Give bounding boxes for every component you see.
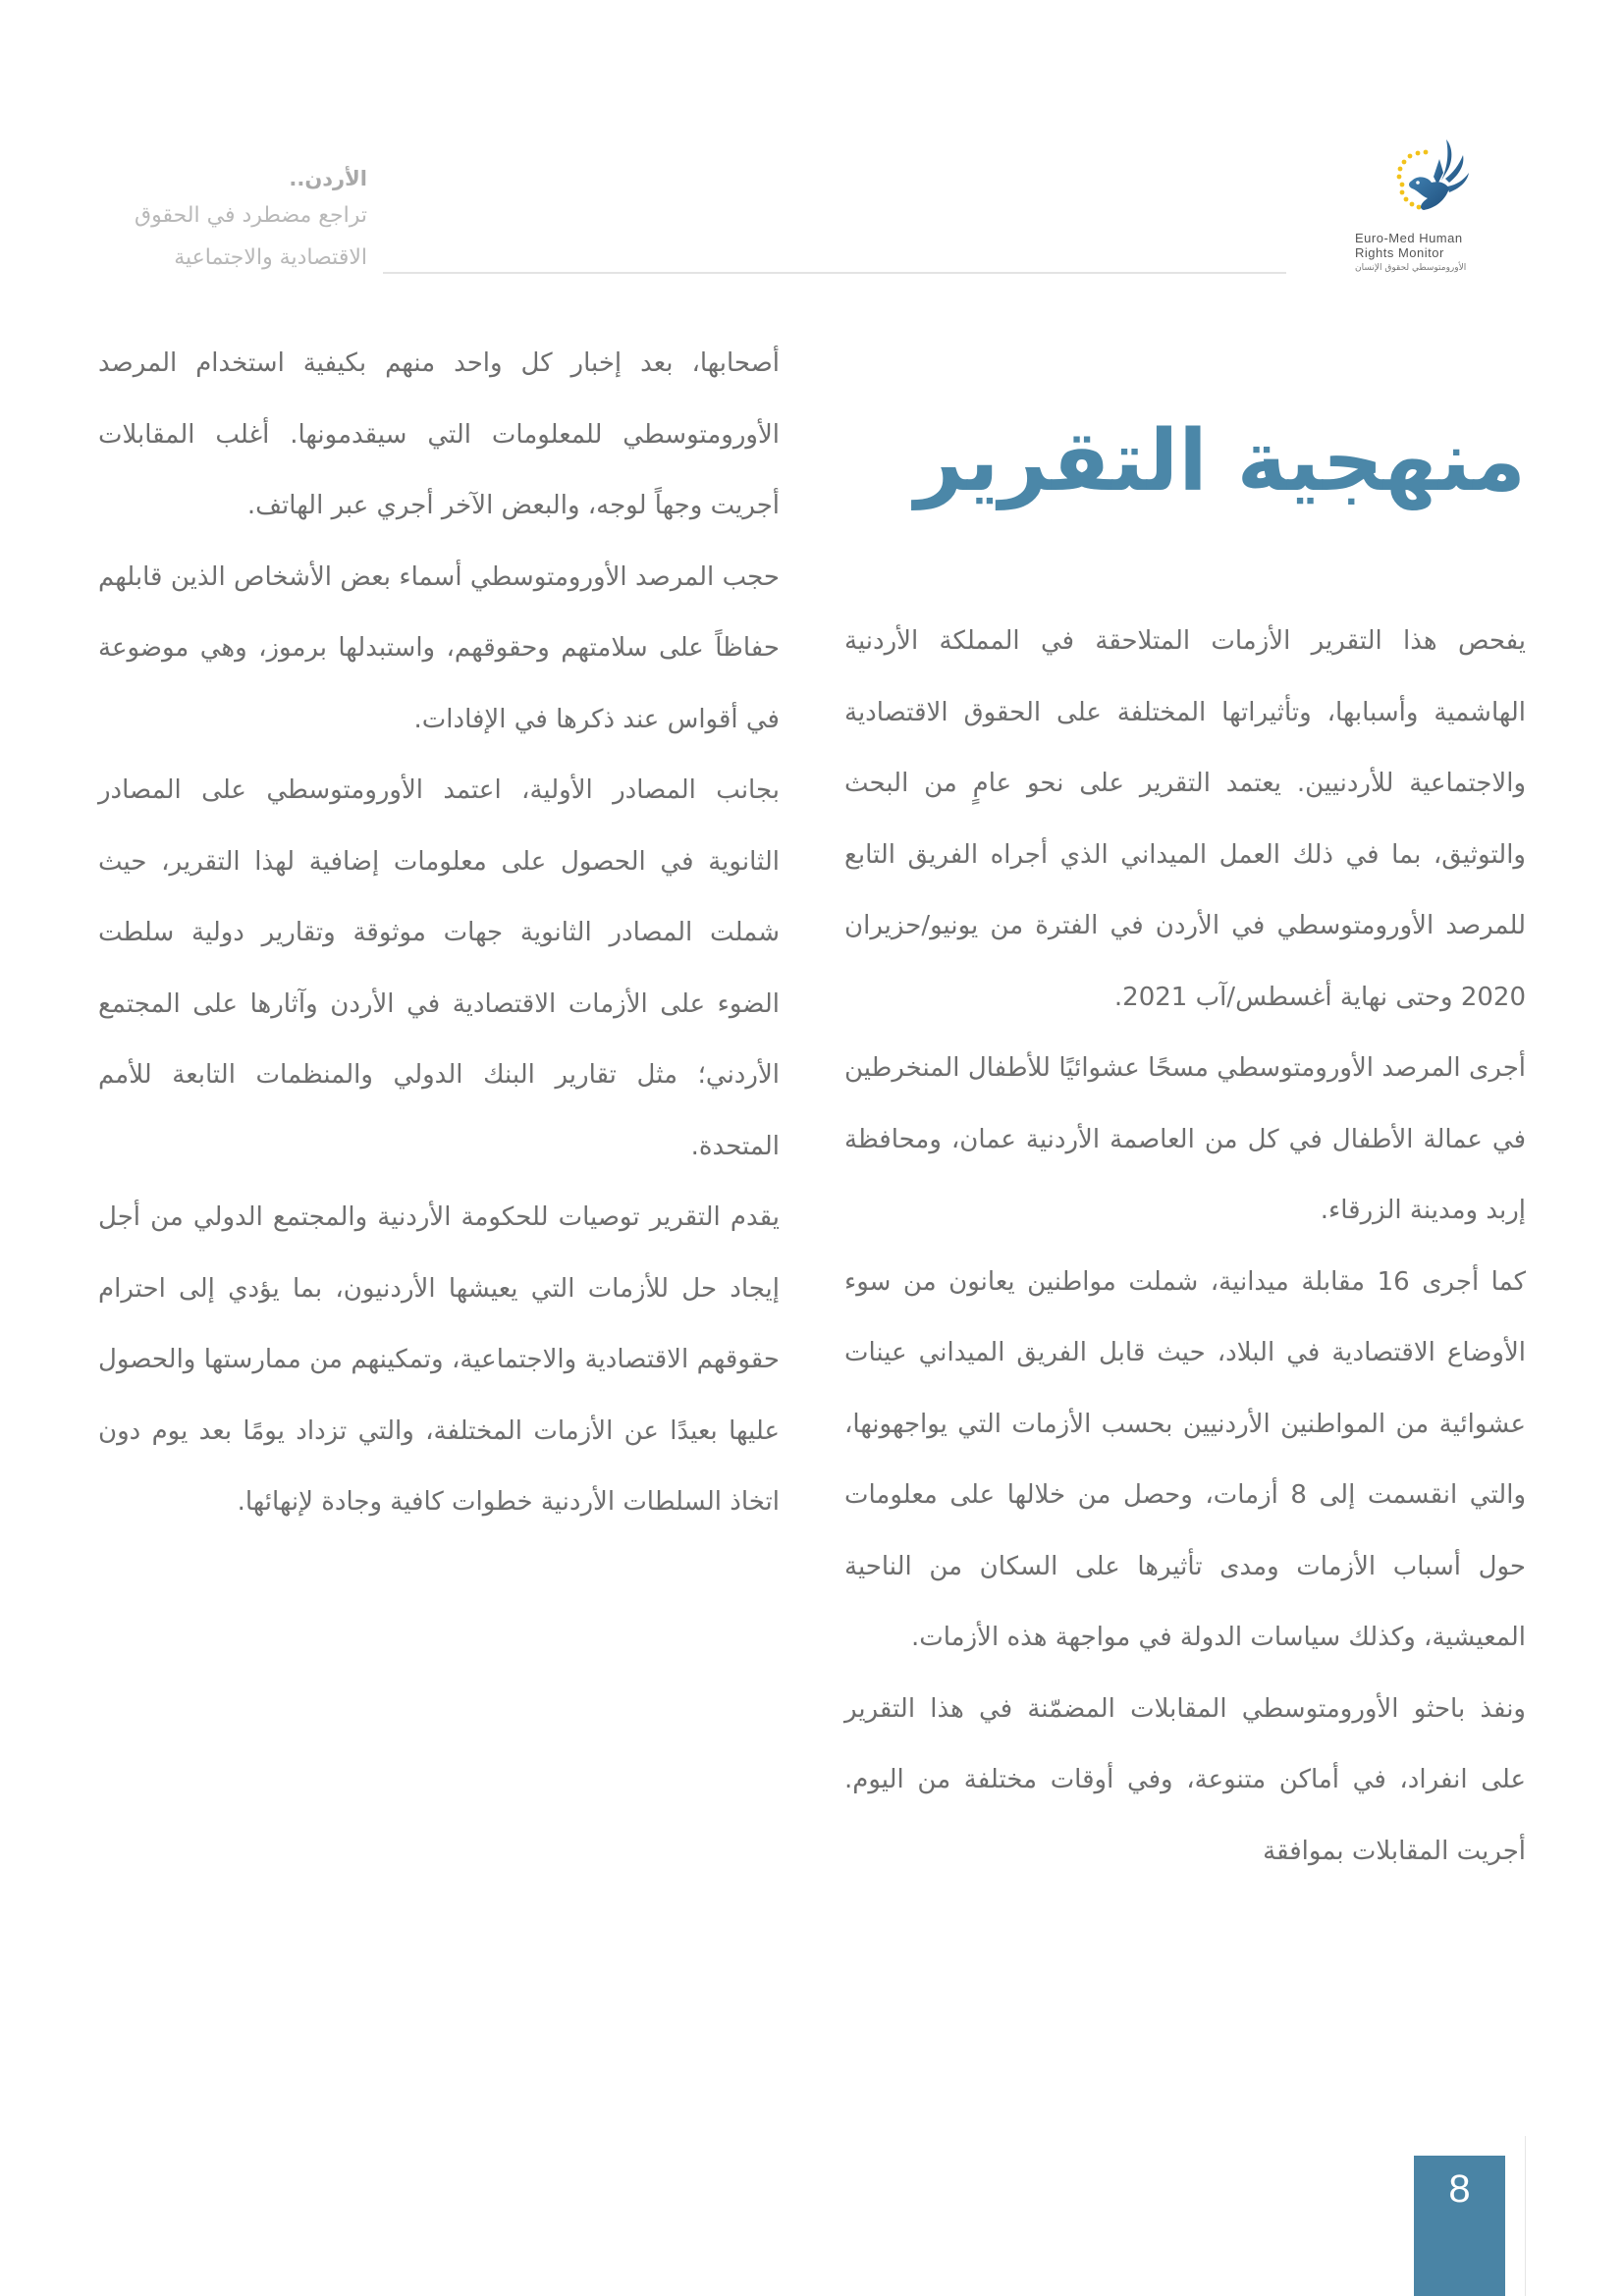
dove-hand-icon <box>1363 137 1471 228</box>
running-head-title: الأردن.. <box>289 167 367 190</box>
left-column <box>98 328 780 1538</box>
paragraph: ونفذ باحثو الأورومتوسطي المقابلات المضمّنة في هذا التقرير على انفراد، في أماكن متنوعة، وفي أوقات مختلفة من اليوم. أجريت المقابلات بموافقة <box>844 1693 1526 1866</box>
running-head <box>43 163 367 279</box>
logo-name-en-line2: Rights Monitor <box>1355 245 1444 260</box>
page-number: 8 <box>1448 2167 1471 2211</box>
right-column <box>844 606 1526 1887</box>
paragraph: يقدم التقرير توصيات للحكومة الأردنية والمجتمع الدولي من أجل إيجاد حل للأزمات التي يعيشها الأردنيون، بما يؤدي إلى احترام حقوقهم الاقتصادية والاجتماعية، وتمكينهم من ممارستها والحصول عليها بعيدًا عن الأزمات المختلفة، والتي تزداد يومًا بعد يوم دون اتخاذ السلطات الأردنية خطوات كافية وجادة لإنهائها. <box>98 1202 780 1517</box>
section-title: منهجية التقرير <box>914 412 1526 510</box>
page-number-tab <box>1414 2156 1505 2296</box>
footer-divider <box>1525 2136 1526 2296</box>
paragraph: بجانب المصادر الأولية، اعتمد الأورومتوسطي على المصادر الثانوية في الحصول على معلومات إضافية لهذا التقرير، حيث شملت المصادر الثانوية جهات موثوقة وتقارير دولية سلطت الضوء على الأزمات الاقتصادية في الأردن وآثارها على المجتمع الأردني؛ مثل تقارير البنك الدولي والمنظمات التابعة للأمم المتحدة. <box>98 775 780 1161</box>
paragraph: حجب المرصد الأورومتوسطي أسماء بعض الأشخاص الذين قابلهم حفاظاً على سلامتهم وحقوقهم، واستبدلها برموز، وهي موضوعة في أقواس عند ذكرها في الإفادات. <box>98 561 780 734</box>
paragraph: يفحص هذا التقرير الأزمات المتلاحقة في المملكة الأردنية الهاشمية وأسبابها، وتأثيراتها المختلفة على الحقوق الاقتصادية والاجتماعية للأردنيين. يعتمد التقرير على نحو عامٍ من البحث والتوثيق، بما في ذلك العمل الميداني الذي أجراه الفريق التابع للمرصد الأورومتوسطي في الأردن في الفترة من يونيو/حزيران 2020 وحتى نهاية أغسطس/آب 2021. <box>844 626 1526 1012</box>
logo-name-ar: الأورومتوسطي لحقوق الإنسان <box>1355 263 1467 273</box>
paragraph: أصحابها، بعد إخبار كل واحد منهم بكيفية استخدام المرصد الأورومتوسطي للمعلومات التي سيقدمونها. أغلب المقابلات أجريت وجهاً لوجه، والبعض الآخر أجري عبر الهاتف. <box>98 348 780 520</box>
paragraph: كما أجرى 16 مقابلة ميدانية، شملت مواطنين يعانون من سوء الأوضاع الاقتصادية في البلاد، حيث قابل الفريق الميداني عينات عشوائية من المواطنين الأردنيين بحسب الأزمات التي يواجهونها، والتي انقسمت إلى 8 أزمات، وحصل من خلالها على معلومات حول أسباب الأزمات ومدى تأثيرها على السكان من الناحية المعيشية، وكذلك سياسات الدولة في مواجهة هذه الأزمات. <box>844 1266 1527 1652</box>
logo-name-en <box>1355 231 1492 260</box>
paragraph: أجرى المرصد الأورومتوسطي مسحًا عشوائيًا للأطفال المنخرطين في عمالة الأطفال في كل من العاصمة الأردنية عمان، ومحافظة إربد ومدينة الزرقاء. <box>844 1053 1526 1225</box>
header-divider <box>383 272 1286 274</box>
running-head-subtitle-line2: الاقتصادية والاجتماعية <box>174 245 367 270</box>
logo-name-en-line1: Euro-Med Human <box>1355 231 1463 245</box>
running-head-subtitle-line1: تراجع مضطرد في الحقوق <box>135 203 367 228</box>
euro-med-logo <box>1355 137 1492 285</box>
